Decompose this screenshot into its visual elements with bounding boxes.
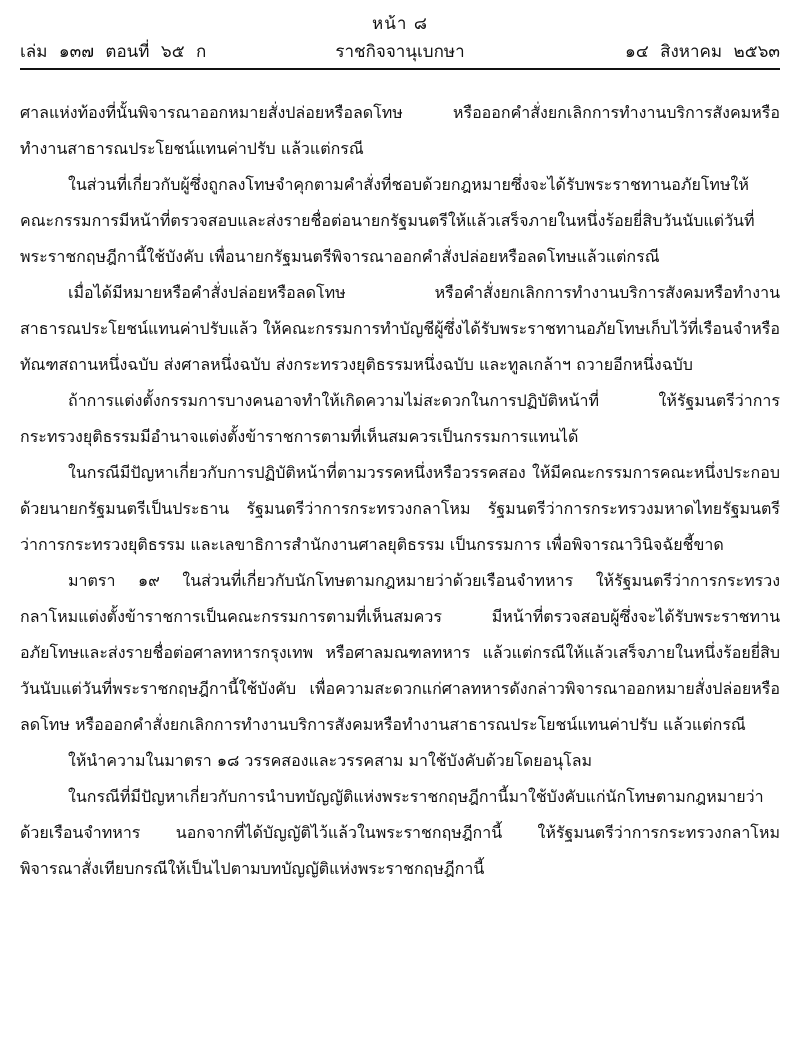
paragraph: เมื่อได้มีหมายหรือคำสั่งปล่อยหรือลดโทษ หรือคำสั่งยกเลิกการทำงานบริการสังคมหรือทำงานสาธารณประโยชน์แทนค่าปรับแล้ว ให้คณะกรรมการทำบัญชีผู้ซึ่งได้รับพระราชทานอภัยโทษเก็บไว้ที่เรือนจำหรือทัณฑสถานหนึ่งฉบับ ส่งศาลหนึ่งฉบับ ส่งกระทรวงยุติธรรมหนึ่งฉบับ และทูลเกล้าฯ ถวายอีกหนึ่งฉบับ (20, 283, 780, 374)
paragraph: ในกรณีที่มีปัญหาเกี่ยวกับการนำบทบัญญัติแห่งพระราชกฤษฎีกานี้มาใช้บังคับแก่นักโทษตามกฎหมายว่าด้วยเรือนจำทหาร นอกจากที่ได้บัญญัติไว้แล้วในพระราชกฤษฎีกานี้ ให้รัฐมนตรีว่าการกระทรวงกลาโหมพิจารณาสั่งเทียบกรณีให้เป็นไปตามบทบัญญัติแห่งพระราชกฤษฎีกานี้ (20, 787, 780, 878)
paragraph: ในส่วนที่เกี่ยวกับผู้ซึ่งถูกลงโทษจำคุกตามคำสั่งที่ชอบด้วยกฎหมายซึ่งจะได้รับพระราชทานอภัยโทษให้คณะกรรมการมีหน้าที่ตรวจสอบและส่งรายชื่อต่อนายกรัฐมนตรีให้แล้วเสร็จภายในหนึ่งร้อยยี่สิบวันนับแต่วันที่พระราชกฤษฎีกานี้ใช้บังคับ เพื่อนายกรัฐมนตรีพิจารณาออกคำสั่งปล่อยหรือลดโทษแล้วแต่กรณี (20, 175, 755, 266)
publication-date: ๑๔ สิงหาคม ๒๕๖๓ (625, 42, 780, 62)
volume-issue: เล่ม ๑๓๗ ตอนที่ ๖๕ ก (20, 42, 207, 62)
paragraph: ศาลแห่งท้องที่นั้นพิจารณาออกหมายสั่งปล่อยหรือลดโทษ หรือออกคำสั่งยกเลิกการทำงานบริการสังคมหรือทำงานสาธารณประโยชน์แทนค่าปรับ แล้วแต่กรณี (20, 103, 780, 158)
gazette-title: ราชกิจจานุเบกษา (335, 42, 465, 62)
document-body (20, 95, 780, 887)
page-number: หน้า ๘ (372, 14, 428, 34)
gazette-header (20, 38, 780, 64)
paragraph: ให้นำความในมาตรา ๑๘ วรรคสองและวรรคสาม มาใช้บังคับด้วยโดยอนุโลม (68, 751, 593, 770)
section-19-paragraph: มาตรา ๑๙ ในส่วนที่เกี่ยวกับนักโทษตามกฎหมายว่าด้วยเรือนจำทหาร ให้รัฐมนตรีว่าการกระทรวงกลาโหมแต่งตั้งข้าราชการเป็นคณะกรรมการตามที่เห็นสมควร มีหน้าที่ตรวจสอบผู้ซึ่งจะได้รับพระราชทานอภัยโทษและส่งรายชื่อต่อศาลทหารกรุงเทพ หรือศาลมณฑลทหาร แล้วแต่กรณีให้แล้วเสร็จภายในหนึ่งร้อยยี่สิบวันนับแต่วันที่พระราชกฤษฎีกานี้ใช้บังคับ เพื่อความสะดวกแก่ศาลทหารดังกล่าวพิจารณาออกหมายสั่งปล่อยหรือลดโทษ หรือออกคำสั่งยกเลิกการทำงานบริการสังคมหรือทำงานสาธารณประโยชน์แทนค่าปรับ แล้วแต่กรณี (20, 571, 780, 734)
paragraph: ถ้าการแต่งตั้งกรรมการบางคนอาจทำให้เกิดความไม่สะดวกในการปฏิบัติหน้าที่ ให้รัฐมนตรีว่าการกระทรวงยุติธรรมมีอำนาจแต่งตั้งข้าราชการตามที่เห็นสมควรเป็นกรรมการแทนได้ (20, 391, 780, 446)
header-divider (20, 68, 780, 70)
paragraph: ในกรณีมีปัญหาเกี่ยวกับการปฏิบัติหน้าที่ตามวรรคหนึ่งหรือวรรคสอง ให้มีคณะกรรมการคณะหนึ่งประกอบด้วยนายกรัฐมนตรีเป็นประธาน รัฐมนตรีว่าการกระทรวงกลาโหม รัฐมนตรีว่าการกระทรวงมหาดไทยรัฐมนตรีว่าการกระทรวงยุติธรรม และเลขาธิการสำนักงานศาลยุติธรรม เป็นกรรมการ เพื่อพิจารณาวินิจฉัยชี้ขาด (20, 463, 780, 554)
